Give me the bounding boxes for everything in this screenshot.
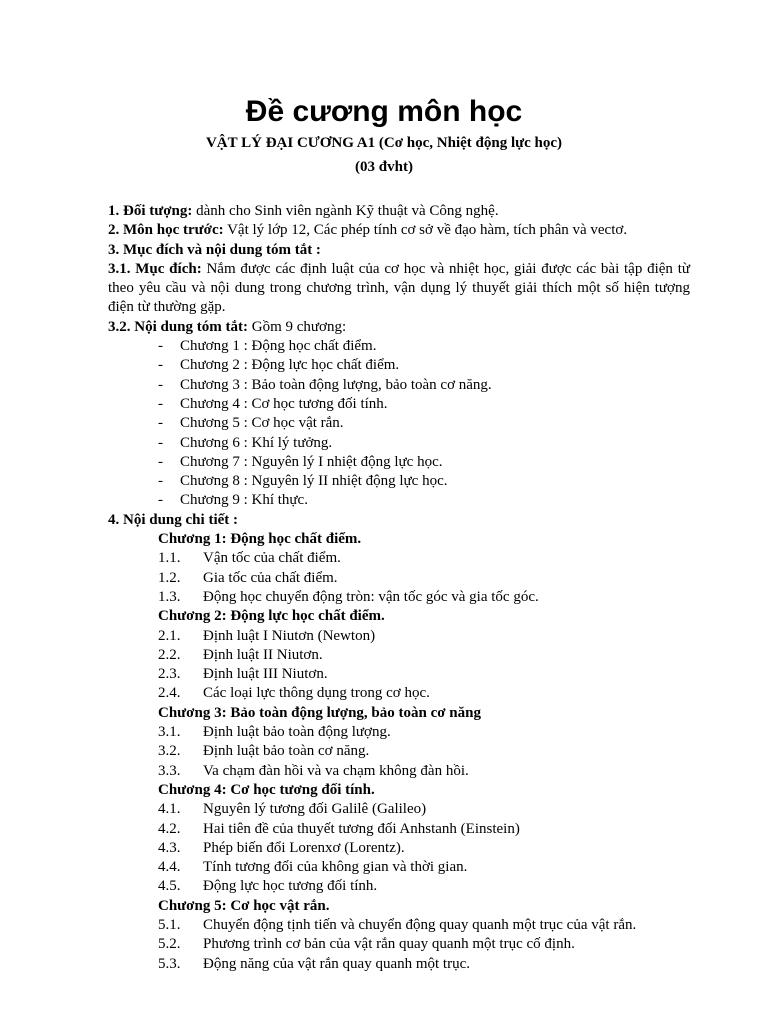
section-purpose-heading: 3. Mục đích và nội dung tóm tắt : xyxy=(108,241,321,258)
course-subtitle: VẬT LÝ ĐẠI CƯƠNG A1 (Cơ học, Nhiệt động lực học) xyxy=(205,135,563,151)
item-text: Định luật I Niutơn (Newton) xyxy=(203,627,376,644)
page-title: Đề cương môn học xyxy=(245,95,523,128)
item-text: Phương trình cơ bản của vật rắn quay quanh một trục cố định. xyxy=(203,936,575,953)
list-item xyxy=(108,839,690,858)
item-number: 5.3. xyxy=(158,955,181,972)
item-number: 5.2. xyxy=(158,936,181,953)
item-text: Phép biến đổi Lorenxơ (Lorentz). xyxy=(203,839,405,856)
list-item xyxy=(108,453,690,472)
section-prerequisites: 2. Môn học trước: Vật lý lớp 12, Các phép tính cơ sở về đạo hàm, tích phân và vectơ. xyxy=(108,222,628,239)
item-text: Nguyên lý tương đối Galilê (Galileo) xyxy=(203,801,427,818)
item-number: 4.2. xyxy=(158,820,181,837)
item-number: 1.1. xyxy=(158,550,181,567)
item-number: 2.2. xyxy=(158,646,181,663)
item-text: Động năng của vật rắn quay quanh một trục. xyxy=(203,955,471,972)
chapter-summary-text: Chương 1 : Động học chất điểm. xyxy=(180,338,377,355)
bullet-dash: - xyxy=(158,357,163,374)
list-item xyxy=(108,549,690,568)
list-item xyxy=(108,569,690,588)
item-number: 3.1. xyxy=(158,724,181,741)
list-item xyxy=(108,742,690,761)
item-text: Định luật III Niutơn. xyxy=(203,666,328,683)
item-text: Định luật bảo toàn cơ năng. xyxy=(203,743,370,760)
course-credits: (03 đvht) xyxy=(355,159,413,175)
chapter-summary-text: Chương 5 : Cơ học vật rắn. xyxy=(180,415,344,432)
list-item xyxy=(108,723,690,742)
section-summary: 3.2. Nội dung tóm tắt: Gồm 9 chương: xyxy=(108,318,347,335)
item-number: 3.3. xyxy=(158,762,181,779)
list-item xyxy=(108,434,690,453)
item-number: 4.5. xyxy=(158,878,181,895)
chapter-summary-text: Chương 4 : Cơ học tương đối tính. xyxy=(180,395,388,412)
list-item xyxy=(108,935,690,954)
bullet-dash: - xyxy=(158,453,163,470)
item-number: 5.1. xyxy=(158,916,181,933)
chapter-summary-text: Chương 6 : Khí lý tưởng. xyxy=(180,434,333,451)
list-item xyxy=(108,395,690,414)
item-number: 2.1. xyxy=(158,627,181,644)
item-text: Tính tương đối của không gian và thời gian. xyxy=(203,859,468,876)
item-text: Định luật II Niutơn. xyxy=(203,646,323,663)
item-number: 1.3. xyxy=(158,588,181,605)
item-text: Chuyển động tịnh tiến và chuyển động quay quanh một trục của vật rắn. xyxy=(203,916,637,933)
list-item xyxy=(108,588,690,607)
chapter-details-list xyxy=(108,530,690,974)
item-text: Vận tốc của chất điểm. xyxy=(203,550,341,567)
item-number: 2.3. xyxy=(158,666,181,683)
section-details-heading: 4. Nội dung chi tiết : xyxy=(108,511,239,528)
chapter-heading: Chương 5: Cơ học vật rắn. xyxy=(158,897,330,914)
list-item xyxy=(108,820,690,839)
chapter-summary-text: Chương 3 : Bảo toàn động lượng, bảo toàn cơ năng. xyxy=(180,376,492,393)
list-item xyxy=(108,916,690,935)
list-item xyxy=(108,414,690,433)
chapter-heading: Chương 3: Bảo toàn động lượng, bảo toàn cơ năng xyxy=(158,704,481,721)
chapter-heading: Chương 1: Động học chất điểm. xyxy=(158,531,362,548)
document-body xyxy=(108,202,690,974)
list-item xyxy=(108,376,690,395)
chapter-summary-list xyxy=(108,337,690,511)
item-text: Các loại lực thông dụng trong cơ học. xyxy=(203,685,430,702)
item-number: 3.2. xyxy=(158,743,181,760)
list-item xyxy=(108,356,690,375)
bullet-dash: - xyxy=(158,434,163,451)
chapter-heading: Chương 4: Cơ học tương đối tính. xyxy=(158,781,375,798)
list-item xyxy=(108,877,690,896)
item-number: 1.2. xyxy=(158,569,181,586)
list-item xyxy=(108,491,690,510)
item-number: 2.4. xyxy=(158,685,181,702)
bullet-dash: - xyxy=(158,492,163,509)
item-number: 4.3. xyxy=(158,839,181,856)
bullet-dash: - xyxy=(158,376,163,393)
item-text: Động lực học tương đối tính. xyxy=(203,878,378,895)
item-text: Động học chuyển động tròn: vận tốc góc và gia tốc góc. xyxy=(203,588,539,605)
section-purpose: 3.1. Mục đích: Nắm được các định luật của cơ học và nhiệt học, giải được các bài tập điện từ theo yêu cầu và nội dung trong chương trình, vận dụng lý thuyết giải thích một số hiện tượng điện từ thường gặp. xyxy=(108,260,690,316)
item-text: Hai tiên đề của thuyết tương đối Anhstanh (Einstein) xyxy=(203,820,520,837)
item-text: Va chạm đàn hồi và va chạm không đàn hồi. xyxy=(203,762,469,779)
chapter-summary-text: Chương 9 : Khí thực. xyxy=(180,492,308,509)
list-item xyxy=(108,762,690,781)
chapter-heading: Chương 2: Động lực học chất điểm. xyxy=(158,608,385,625)
chapter-summary-text: Chương 2 : Động lực học chất điểm. xyxy=(180,357,400,374)
bullet-dash: - xyxy=(158,395,163,412)
bullet-dash: - xyxy=(158,473,163,490)
list-item xyxy=(108,800,690,819)
list-item xyxy=(108,858,690,877)
bullet-dash: - xyxy=(158,338,163,355)
chapter-summary-text: Chương 8 : Nguyên lý II nhiệt động lực học. xyxy=(180,473,448,490)
bullet-dash: - xyxy=(158,415,163,432)
section-target-audience: 1. Đối tượng: dành cho Sinh viên ngành Kỹ thuật và Công nghệ. xyxy=(108,203,499,219)
item-text: Định luật bảo toàn động lượng. xyxy=(203,724,391,741)
list-item xyxy=(108,665,690,684)
chapter-summary-text: Chương 7 : Nguyên lý I nhiệt động lực học. xyxy=(180,453,443,470)
item-number: 4.1. xyxy=(158,801,181,818)
item-text: Gia tốc của chất điểm. xyxy=(203,569,338,586)
list-item xyxy=(108,472,690,491)
list-item xyxy=(108,337,690,356)
list-item xyxy=(108,627,690,646)
list-item xyxy=(108,684,690,703)
list-item xyxy=(108,646,690,665)
list-item xyxy=(108,955,690,974)
item-number: 4.4. xyxy=(158,859,181,876)
